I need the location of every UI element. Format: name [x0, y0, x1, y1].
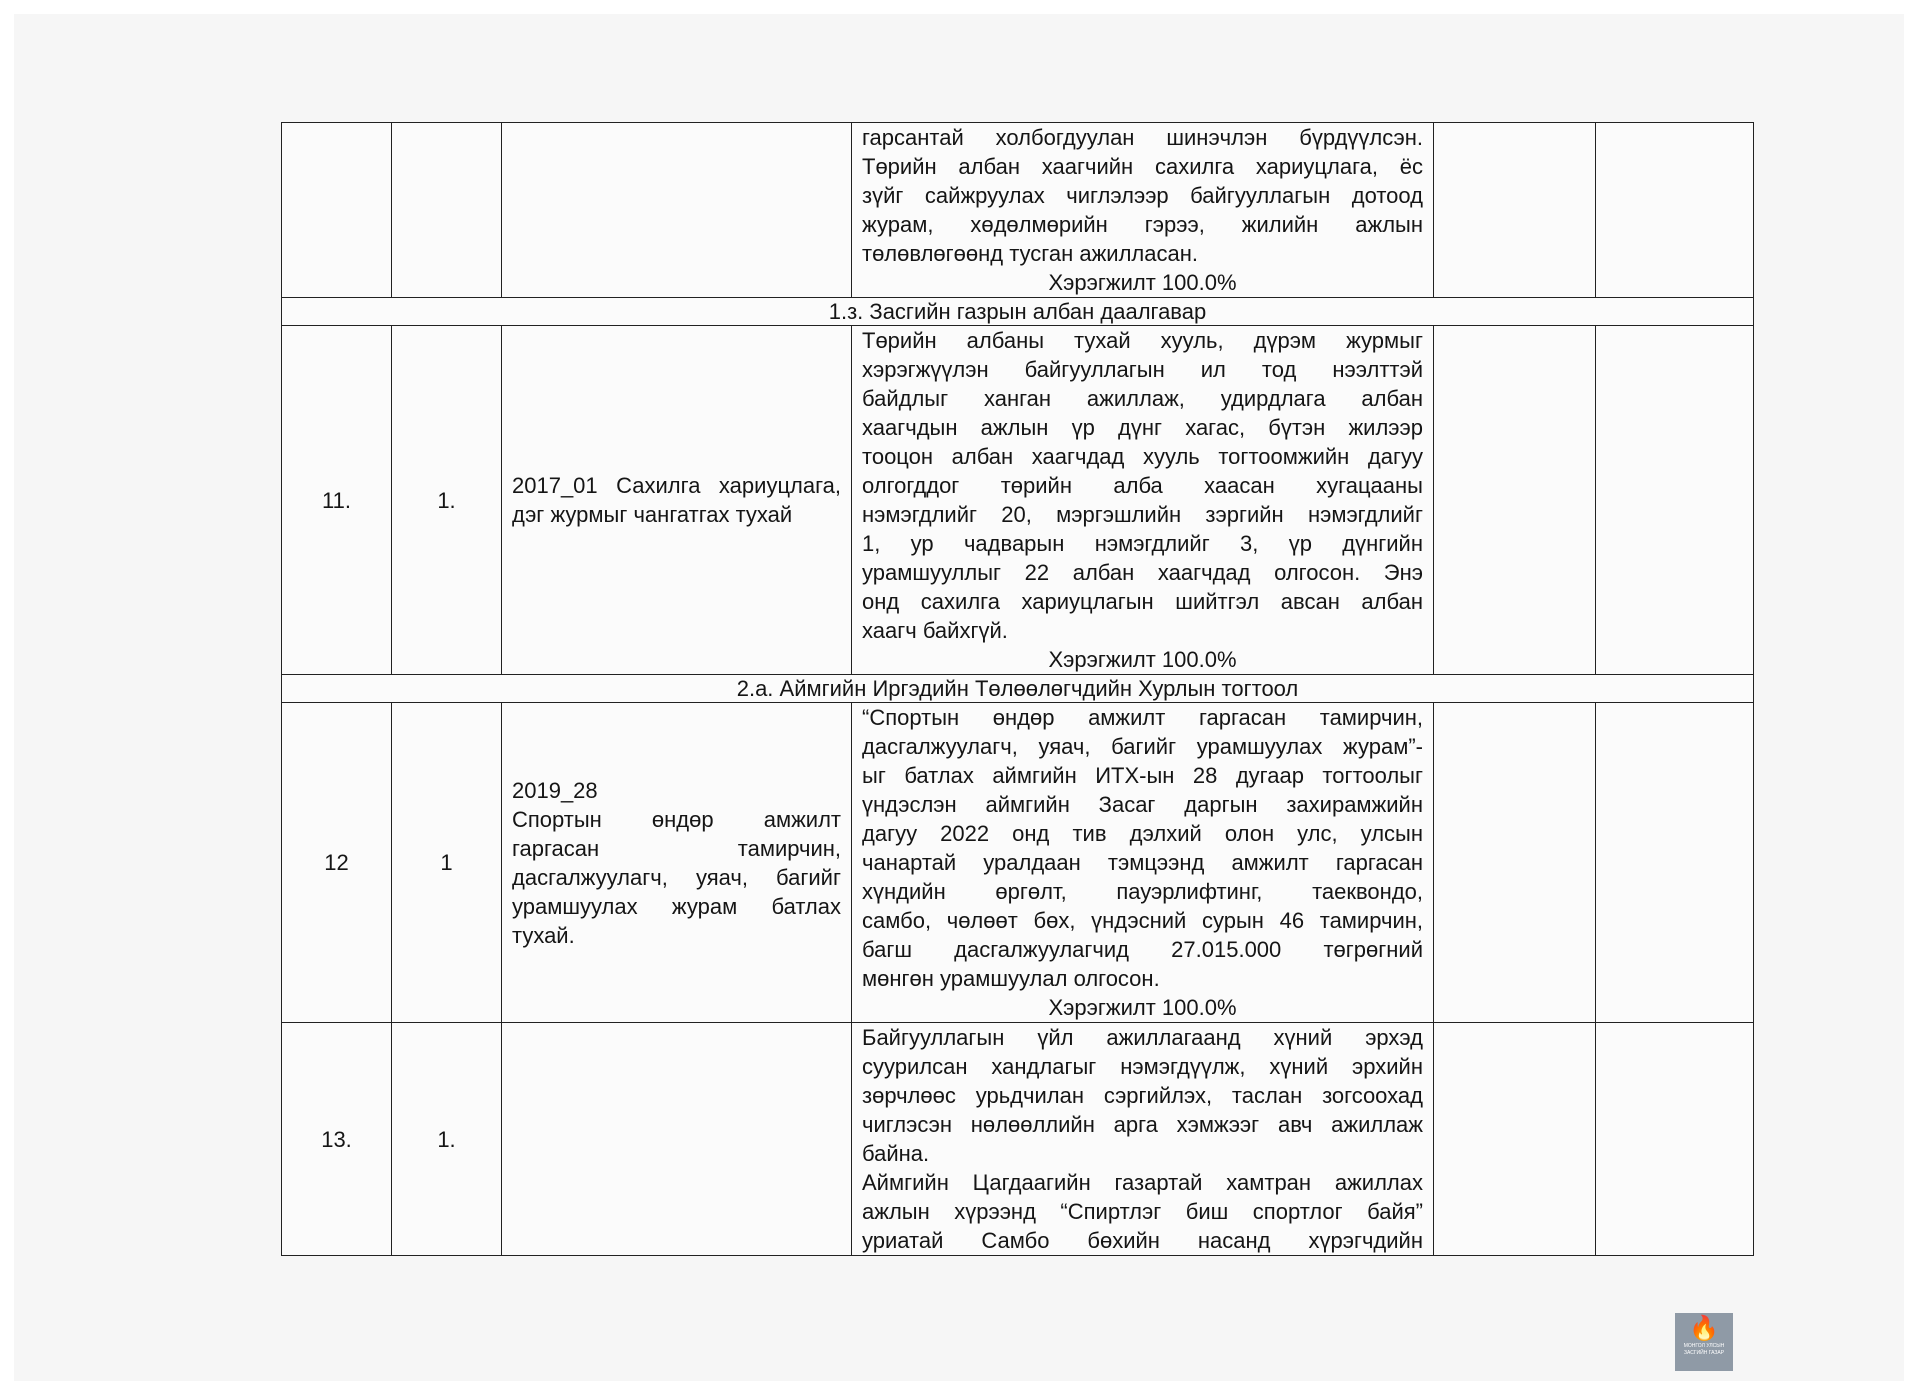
result-line: Байгууллагын үйл ажиллагаанд хүний эрхэд	[862, 1025, 1423, 1050]
result-line: онд сахилга хариуцлагын шийтгэл авсан албан	[862, 589, 1423, 614]
result-line: дагуу 2022 онд тив дэлхий олон улс, улсын	[862, 821, 1423, 846]
report-table	[281, 122, 1754, 1256]
act-cell: 2017_01 Сахилга хариуцлага, дэг журмыг чангатгах тухай	[502, 326, 852, 675]
table-row	[282, 1023, 1754, 1256]
row-number	[282, 123, 392, 298]
seal-line: МОНГОЛ УЛСЫН	[1683, 1343, 1725, 1349]
seal-line: ЗАСГИЙН ГАЗАР	[1683, 1350, 1725, 1356]
table-row	[282, 123, 1754, 298]
row-subnumber: 1.	[392, 1023, 502, 1256]
table-row	[282, 703, 1754, 1023]
empty-cell	[1434, 703, 1596, 1023]
section-row	[282, 675, 1754, 703]
result-line: хүндийн өргөлт, пауэрлифтинг, таеквондо,	[862, 879, 1423, 904]
empty-cell	[1434, 1023, 1596, 1256]
result-line: байдлыг ханган ажиллаж, удирдлага албан	[862, 386, 1423, 411]
result-line: нэмэгдлийг 20, мэргэшлийн зэргийн нэмэгдлийг	[862, 502, 1423, 527]
act-cell	[502, 1023, 852, 1256]
section-row	[282, 298, 1754, 326]
result-line: ыг батлах аймгийн ИТХ-ын 28 дугаар тогтоолыг	[862, 763, 1423, 788]
execution-rate: Хэрэгжилт 100.0%	[1048, 647, 1237, 672]
result-line: олгогддог төрийн алба хаасан хугацааны	[862, 473, 1423, 498]
result-line: хэрэгжүүлэн байгууллагын ил тод нээлттэй	[862, 357, 1423, 382]
result-line: байна.	[862, 1141, 930, 1166]
row-subnumber	[392, 123, 502, 298]
execution-rate: Хэрэгжилт 100.0%	[1048, 270, 1237, 295]
table-row	[282, 326, 1754, 675]
result-line: самбо, чөлөөт бөх, үндэсний сурын 46 тамирчин,	[862, 908, 1423, 933]
result-line: чиглэсэн нөлөөллийн арга хэмжээг авч ажиллаж	[862, 1112, 1423, 1137]
government-seal-logo	[1675, 1313, 1733, 1371]
empty-cell	[1596, 326, 1754, 675]
row-number: 13.	[282, 1023, 392, 1256]
result-line: Аймгийн Цагдаагийн газартай хамтран ажиллах	[862, 1170, 1423, 1195]
result-line: зүйг сайжруулах чиглэлээр байгууллагын дотоод	[862, 183, 1423, 208]
empty-cell	[1596, 703, 1754, 1023]
section-heading: 1.з. Засгийн газрын албан даалгавар	[282, 298, 1754, 326]
result-line: урамшууллыг 22 албан хаагчдад олгосон. Энэ	[862, 560, 1423, 585]
result-cell	[852, 703, 1434, 1023]
result-line: мөнгөн урамшуулал олгосон.	[862, 966, 1160, 991]
result-cell	[852, 326, 1434, 675]
result-line: зөрчлөөс урьдчилан сэргийлэх, таслан зогсоохад	[862, 1083, 1423, 1108]
result-line: үндэслэн аймгийн Засаг даргын захирамжийн	[862, 792, 1423, 817]
result-line: чанартай уралдаан тэмцээнд амжилт гаргасан	[862, 850, 1423, 875]
result-line: хаагч байхгүй.	[862, 618, 1008, 643]
result-line: Төрийн албан хаагчийн сахилга хариуцлага, ёс	[862, 154, 1423, 179]
result-line: тооцон албан хаагчдад хууль тогтоомжийн дагуу	[862, 444, 1423, 469]
result-line: уриатай Самбо бөхийн насанд хүрэгчдийн	[862, 1228, 1423, 1253]
execution-rate: Хэрэгжилт 100.0%	[1048, 995, 1237, 1020]
result-line: “Спортын өндөр амжилт гаргасан тамирчин,	[862, 705, 1423, 730]
soyombo-emblem-icon: 🔥	[1689, 1315, 1719, 1342]
result-line: багш дасгалжуулагчид 27.015.000 төгрөгний	[862, 937, 1423, 962]
result-line: журам, хөдөлмөрийн гэрээ, жилийн ажлын	[862, 212, 1423, 237]
row-subnumber: 1	[392, 703, 502, 1023]
act-cell	[502, 123, 852, 298]
result-line: хаагчдын ажлын үр дүнг хагас, бүтэн жилээр	[862, 415, 1423, 440]
result-line: гарсантай холбогдуулан шинэчлэн бүрдүүлсэн.	[862, 125, 1423, 150]
empty-cell	[1596, 123, 1754, 298]
empty-cell	[1596, 1023, 1754, 1256]
row-subnumber: 1.	[392, 326, 502, 675]
result-line: ажлын хүрээнд “Спиртлэг биш спортлог байя”	[862, 1199, 1423, 1224]
empty-cell	[1434, 123, 1596, 298]
result-line: 1, ур чадварын нэмэгдлийг 3, үр дүнгийн	[862, 531, 1423, 556]
act-code: 2019_28	[512, 777, 598, 803]
result-cell	[852, 1023, 1434, 1256]
result-line: Төрийн албаны тухай хууль, дүрэм журмыг	[862, 328, 1423, 353]
section-heading: 2.а. Аймгийн Иргэдийн Төлөөлөгчдийн Хурлын тогтоол	[282, 675, 1754, 703]
act-title: Спортын өндөр амжилт гаргасан тамирчин, дасгалжуулагч, уяач, багийг урамшуулах журам батлах тухай.	[512, 806, 841, 948]
row-number: 11.	[282, 326, 392, 675]
act-cell	[502, 703, 852, 1023]
row-number: 12	[282, 703, 392, 1023]
empty-cell	[1434, 326, 1596, 675]
result-line: дасгалжуулагч, уяач, багийг урамшуулах журам”-	[862, 734, 1423, 759]
result-line: төлөвлөгөөнд тусган ажилласан.	[862, 241, 1198, 266]
result-cell	[852, 123, 1434, 298]
result-line: суурилсан хандлагыг нэмэгдүүлж, хүний эрхийн	[862, 1054, 1423, 1079]
